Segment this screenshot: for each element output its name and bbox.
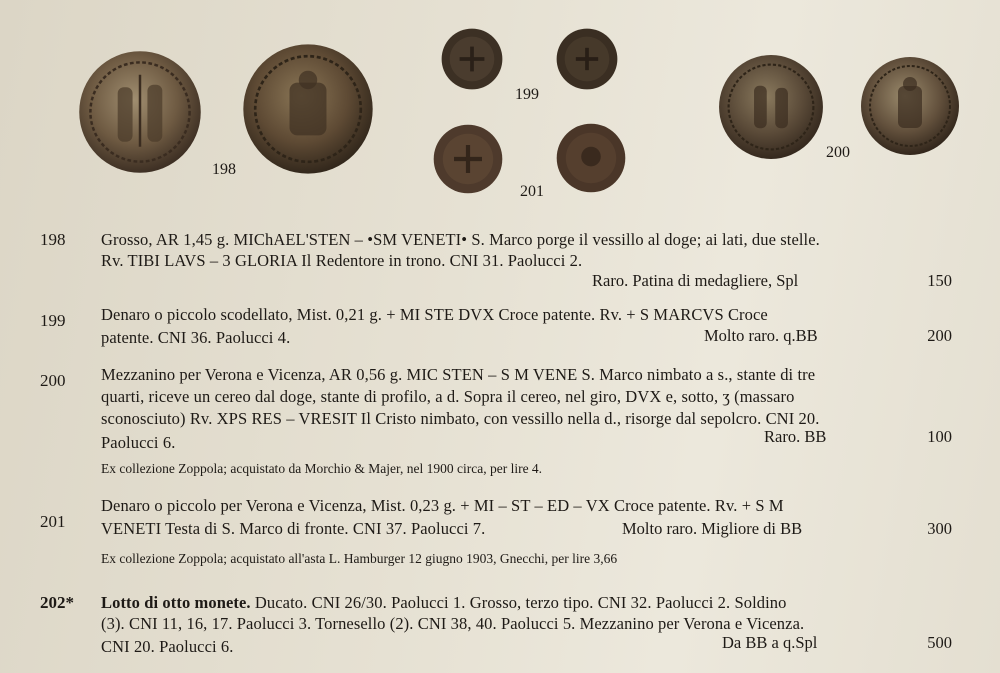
- description-line: Rv. TIBI LAVS – 3 GLORIA Il Redentore in trono. CNI 31. Paolucci 2.: [101, 251, 583, 270]
- coin-number-198: 198: [212, 161, 236, 178]
- description-line: VENETI Testa di S. Marco di fronte. CNI 37. Paolucci 7.: [101, 519, 486, 538]
- price: 500: [927, 633, 952, 652]
- description-text: Ducato. CNI 26/30. Paolucci 1. Grosso, terzo tipo. CNI 32. Paolucci 2. Soldino: [250, 593, 787, 612]
- description-line: Mezzanino per Verona e Vicenza, AR 0,56 g. MIC STEN – S M VENE S. Marco nimbato a s., stante di tre: [101, 365, 816, 384]
- description-line: Denaro o piccolo per Verona e Vicenza, Mist. 0,23 g. + MI – ST – ED – VX Croce patente. Rv. + S M: [101, 496, 784, 515]
- description-line: (3). CNI 11, 16, 17. Paolucci 3. Tornesello (2). CNI 38, 40. Paolucci 5. Mezzanino per Verona e Vicenza.: [101, 614, 805, 633]
- price: 150: [927, 271, 952, 290]
- lot-number: 201: [40, 512, 66, 531]
- grade: Molto raro. Migliore di BB: [622, 519, 803, 538]
- description-line-first: [101, 593, 787, 613]
- grade: Raro. Patina di medagliere, Spl: [592, 271, 799, 290]
- lot-number: 200: [40, 371, 66, 390]
- description-line: sconosciuto) Rv. XPS RES – VRESIT Il Cristo nimbato, con vessillo nella d., risorge dal sepolcro. CNI 20.: [101, 409, 820, 428]
- description-line: quarti, riceve un cereo dal doge, stante di profilo, a d. Sopra il cereo, nel giro, DVX e, sotto, ʒ (massaro: [101, 387, 795, 406]
- provenance-note: Ex collezione Zoppola; acquistato all'asta L. Hamburger 12 giugno 1903, Gnecchi, per lire 3,66: [101, 551, 618, 566]
- description-line: Grosso, AR 1,45 g. MIChAEL'STEN – •SM VENETI• S. Marco porge il vessillo al doge; ai lati, due stelle.: [101, 230, 820, 249]
- grade: Raro. BB: [764, 427, 827, 446]
- price: 100: [927, 427, 952, 446]
- coin-number-199: 199: [515, 86, 539, 103]
- description-line: Denaro o piccolo scodellato, Mist. 0,21 g. + MI STE DVX Croce patente. Rv. + S MARCVS Croce: [101, 305, 768, 324]
- lot-number: 199: [40, 311, 66, 330]
- description-line: Paolucci 6.: [101, 433, 176, 452]
- grade: Da BB a q.Spl: [722, 633, 818, 652]
- description-line: patente. CNI 36. Paolucci 4.: [101, 328, 291, 347]
- price: 300: [927, 519, 952, 538]
- grade: Molto raro. q.BB: [704, 326, 818, 345]
- lot-number: 202*: [40, 593, 74, 612]
- provenance-note: Ex collezione Zoppola; acquistato da Morchio & Majer, nel 1900 circa, per lire 4.: [101, 461, 543, 476]
- coin-number-200: 200: [826, 144, 850, 161]
- description-line: CNI 20. Paolucci 6.: [101, 637, 234, 656]
- lot-number: 198: [40, 230, 66, 249]
- price: 200: [927, 326, 952, 345]
- coin-number-201: 201: [520, 183, 544, 200]
- lot-lead-title: Lotto di otto monete.: [101, 593, 251, 612]
